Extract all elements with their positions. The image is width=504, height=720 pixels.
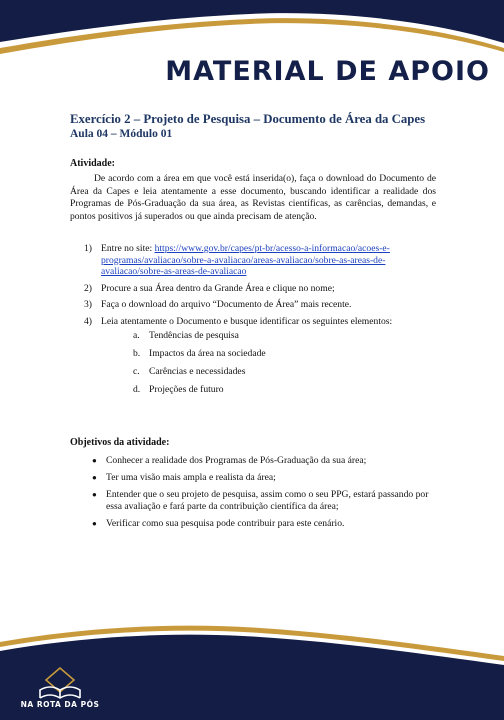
exercise-heading [70,112,470,141]
step-number: 1) [84,243,92,254]
list-item [133,384,436,395]
list-item [92,489,438,513]
bullet-icon: ● [92,519,97,528]
item-letter: b. [133,347,141,359]
brand-logo-text: NA ROTA DA PÓS [20,700,100,709]
objective-text: Verificar como sua pesquisa pode contribuir para este cenário. [106,518,345,529]
list-item [92,518,438,530]
list-item [92,455,438,467]
step-text [101,316,436,402]
capes-link[interactable]: https://www.gov.br/capes/pt-br/acesso-a-informacao/acoes-e-programas/avaliacao/sobre-a-avaliacao/areas-avaliacao/sobre-as-areas-de-avaliacao/sobre-as-areas-de-avaliacao [101,243,390,278]
bullet-icon: ● [92,456,97,465]
item-text: Projeções de futuro [149,383,224,395]
list-item [84,316,436,402]
list-item [133,348,436,359]
activity-paragraph: De acordo com a área em que você está inserida(o), faça o download do Documento de Área da Capes e leia atentamente a esse documento, buscando identificar a realidade dos Programas de Pós-Graduação da sua área, as Revistas científicas, as carências, demandas, e pontos positivos já superados ou que ainda precisam de atenção. [70,173,436,223]
step-number: 3) [84,299,92,311]
banner-title: MATERIAL DE APOIO [165,56,490,87]
objectives-list [92,455,438,535]
elements-list [133,330,436,395]
item-letter: c. [133,365,140,377]
list-item [84,243,436,278]
step-text: Procure a sua Área dentro da Grande Área e clique no nome; [101,282,335,294]
objective-text: Ter uma visão mais ampla e realista da área; [106,472,276,483]
item-text: Carências e necessidades [149,365,246,377]
bullet-icon: ● [92,490,97,499]
list-item [84,299,436,311]
bullet-icon: ● [92,473,97,482]
item-text: Tendências de pesquisa [149,329,239,341]
exercise-subtitle: Aula 04 – Módulo 01 [70,127,173,140]
list-item [92,472,438,484]
step-text [101,243,436,278]
step-number: 2) [84,282,92,294]
activity-label: Atividade: [70,158,115,169]
step-number: 4) [84,315,92,327]
item-letter: d. [133,383,141,395]
step-label: Leia atentamente o Documento e busque identificar os seguintes elementos: [101,315,393,327]
item-letter: a. [133,329,140,341]
step-label: Entre no site: [101,243,155,254]
objective-text: Entender que o seu projeto de pesquisa, assim como o seu PPG, estará passando por essa avaliação e fará parte da contribuição científica da área; [106,489,429,512]
steps-list [84,243,436,407]
list-item [133,366,436,377]
item-text: Impactos da área na sociedade [149,347,266,359]
step-text: Faça o download do arquivo “Documento de Área” mais recente. [101,299,352,311]
exercise-title: Exercício 2 – Projeto de Pesquisa – Documento de Área da Capes [70,112,426,126]
list-item [133,330,436,341]
list-item [84,283,436,295]
objective-text: Conhecer a realidade dos Programas de Pós-Graduação da sua área; [106,455,367,466]
objectives-label: Objetivos da atividade: [70,437,170,448]
